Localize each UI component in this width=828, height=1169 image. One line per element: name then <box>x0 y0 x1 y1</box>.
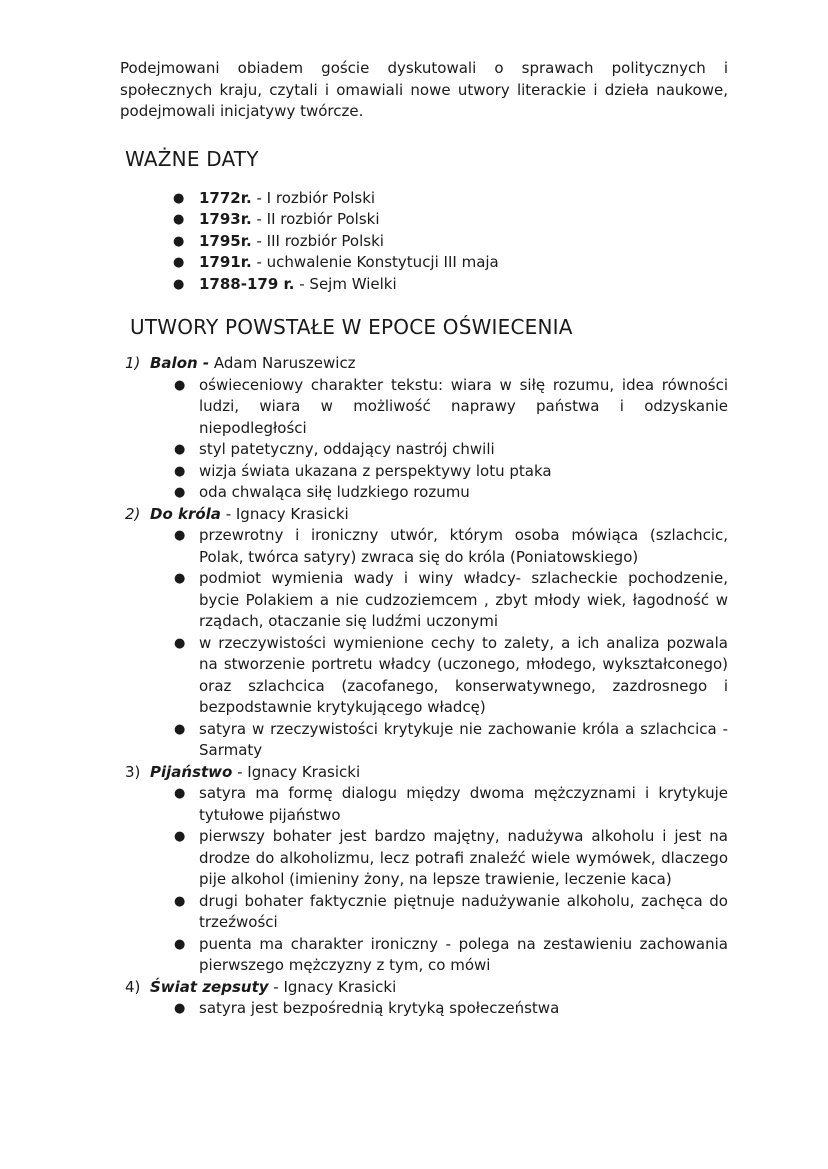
dates-heading: WAŻNE DATY <box>125 146 259 171</box>
bullet-icon: ● <box>173 255 185 270</box>
bullet-icon: ● <box>174 571 186 586</box>
bullet-icon: ● <box>173 190 185 206</box>
work-point: ● puenta ma charakter ironiczny - polega na zestawieniu zachowania pierwszego mężczyzny z tym, co mówi <box>174 934 728 974</box>
work-point: ● w rzeczywistości wymienione cechy to zalety, a ich analiza pozwala na stworzenie portretu władcy (uczonego, młodego, wykształconego) oraz szlachcica (zacofanego, konserwatywnego, zazdrosnego i bezpodstawnie krytykującego władcę) <box>174 633 728 716</box>
bullet-icon: ● <box>174 463 186 479</box>
date-value: 1791r. <box>199 253 252 271</box>
work-header <box>120 762 728 784</box>
works-list <box>120 353 728 1020</box>
intro-paragraph: Podejmowani obiadem goście dyskutowali o sprawach politycznych i społecznych kraju, czytali i omawiali nowe utwory literackie i dzieła naukowe, podejmowali inicjatywy twórcze. <box>120 59 728 120</box>
work-number: 4) <box>125 977 141 996</box>
work-points <box>120 525 728 762</box>
bullet-icon: ● <box>174 1001 186 1016</box>
date-value: 1793r. <box>199 210 252 228</box>
bullet-icon: ● <box>174 786 186 801</box>
bullet-icon: ● <box>174 893 186 909</box>
date-description: - III rozbiór Polski <box>251 231 384 250</box>
work-author: - Ignacy Krasicki <box>220 504 349 523</box>
bullet-icon: ● <box>174 936 186 952</box>
date-item <box>120 274 728 296</box>
work-header <box>120 353 728 375</box>
bullet-icon: ● <box>173 233 185 249</box>
work-point: ● przewrotny i ironiczny utwór, którym osoba mówiąca (szlachcic, Polak, twórca satyry) zwraca się do króla (Poniatowskiego) <box>174 526 728 566</box>
date-description: - II rozbiór Polski <box>251 210 380 228</box>
bullet-icon: ● <box>174 829 186 844</box>
date-item <box>120 231 728 253</box>
date-item <box>120 188 728 210</box>
work-points <box>120 783 728 977</box>
work-point: ● satyra w rzeczywistości krytykuje nie zachowanie króla a szlachcica - Sarmaty <box>174 719 728 759</box>
work-author: - Ignacy Krasicki <box>232 762 361 781</box>
work-point: ● podmiot wymienia wady i winy władcy- szlacheckie pochodzenie, bycie Polakiem a nie cudzoziemcem , zbyt młody wiek, łagodność w rządach, otaczanie się ludźmi uczonymi <box>174 569 728 630</box>
work-points <box>120 998 728 1020</box>
bullet-icon: ● <box>174 528 186 543</box>
work-points <box>120 375 728 504</box>
bullet-icon: ● <box>173 276 185 292</box>
bullet-icon: ● <box>174 635 186 651</box>
work-header <box>120 504 728 526</box>
date-value: 1795r. <box>199 231 252 250</box>
bullet-icon: ● <box>173 212 185 227</box>
work-point: ● pierwszy bohater jest bardzo majętny, nadużywa alkoholu i jest na drodze do alkoholizmu, lecz potrafi znaleźć wiele wymówek, dlaczego pije alkohol (imieniny żony, na lepsze trawienie, leczenie kaca) <box>174 827 728 888</box>
bullet-icon: ● <box>174 442 186 457</box>
work-point: ● styl patetyczny, oddający nastrój chwili <box>120 439 728 461</box>
work-point: ● satyra ma formę dialogu między dwoma mężczyznami i krytykuje tytułowe pijaństwo <box>174 784 728 824</box>
work-number: 1) <box>125 354 141 372</box>
date-description: - uchwalenie Konstytucji III maja <box>251 253 499 271</box>
document-page <box>120 58 728 1020</box>
work-point: ● drugi bohater faktycznie piętnuje nadużywanie alkoholu, zachęca do trzeźwości <box>174 891 728 931</box>
date-value: 1788-179 r. <box>199 274 295 293</box>
work-title: Świat zepsuty <box>150 977 269 996</box>
date-item <box>120 209 728 231</box>
work-header <box>120 977 728 999</box>
work-author: - Ignacy Krasicki <box>268 977 397 996</box>
date-value: 1772r. <box>199 188 252 207</box>
work-point: ● satyra jest bezpośrednią krytyką społeczeństwa <box>120 998 728 1020</box>
date-description: - I rozbiór Polski <box>251 188 376 207</box>
work-title: Balon - <box>150 354 210 372</box>
work-title: Pijaństwo <box>150 762 233 781</box>
bullet-icon: ● <box>174 485 186 500</box>
work-point: ● oda chwaląca siłę ludzkiego rozumu <box>120 482 728 504</box>
bullet-icon: ● <box>174 721 186 737</box>
work-item <box>120 762 728 977</box>
work-point: ● wizja świata ukazana z perspektywy lotu ptaka <box>120 461 728 483</box>
work-number: 3) <box>125 762 141 781</box>
bullet-icon: ● <box>174 377 186 393</box>
date-description: - Sejm Wielki <box>294 274 397 293</box>
date-item <box>120 252 728 274</box>
works-heading: UTWORY POWSTAŁE W EPOCE OŚWIECENIA <box>130 315 573 339</box>
work-author: Adam Naruszewicz <box>209 354 356 372</box>
dates-list <box>120 188 728 296</box>
work-item <box>120 353 728 504</box>
work-item <box>120 504 728 762</box>
work-point: ● oświeceniowy charakter tekstu: wiara w siłę rozumu, idea równości ludzi, wiara w możliwość naprawy państwa i odzyskanie niepodległości <box>174 375 728 437</box>
work-item <box>120 977 728 1020</box>
work-number: 2) <box>125 504 141 523</box>
work-title: Do króla <box>150 504 221 523</box>
